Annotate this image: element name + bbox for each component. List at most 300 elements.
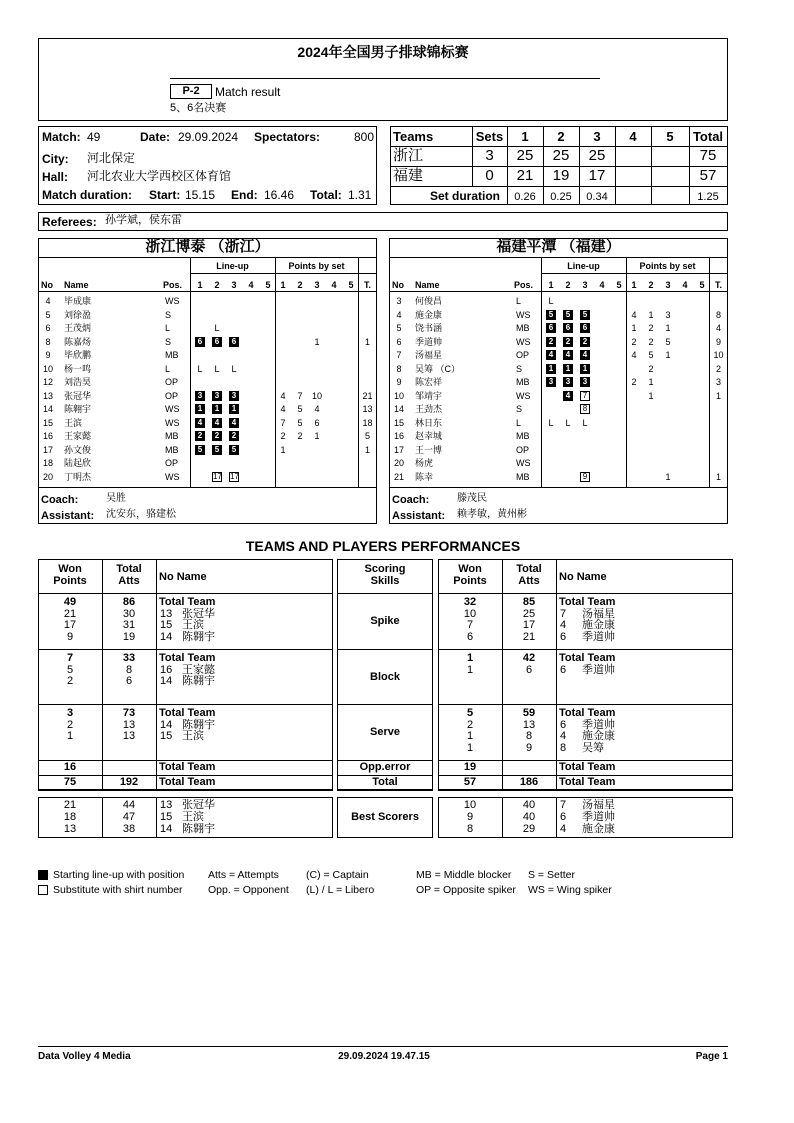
rule [438,649,733,650]
player-name: 刘徐盈 [64,309,92,320]
points-in-set: 6 [314,417,320,428]
player-total: 5 [364,431,370,441]
total-team-label: Total Team [159,776,216,788]
lineup-start-position: 6 [546,323,556,333]
lineup-start-position: 6 [563,323,573,333]
no-header: No [41,280,53,290]
player-name: 季道帅 [415,336,443,347]
points-in-set: 1 [314,336,320,347]
set2-header: 2 [557,129,565,144]
points-in-set: 7 [297,390,303,401]
player-name: 汤福星 [582,607,615,620]
player-number: 5 [45,309,51,320]
points-in-set: 2 [297,431,303,441]
player-name: 陈嘉炀 [64,336,92,347]
player-number: 4 [45,296,51,306]
attempts-value: 44 [122,799,136,811]
points-in-set: 2 [648,363,654,374]
lineup-libero: L [548,417,554,428]
player-name: 吴筹 （C） [415,363,461,374]
points-in-set: 1 [280,444,286,455]
assistant-label: Assistant: [392,510,446,522]
rule [38,257,377,258]
rule [337,790,433,791]
legend-item: S = Setter [528,869,575,881]
attempts-value: 13 [522,718,536,731]
player-position: MB [165,431,179,441]
player-position: L [516,296,522,306]
lineup-substitute: 7 [580,391,590,401]
lineup-start-position: 5 [195,445,205,455]
rule [626,257,627,487]
player-total: 1 [364,444,370,455]
attempts-value: 33 [122,652,136,664]
points-in-set: 4 [280,404,286,414]
player-name: 施金康 [582,619,615,631]
legend-item: OP = Opposite spiker [416,884,516,896]
lineup-libero: L [197,363,203,374]
lineup-libero: L [214,323,220,333]
won-header: Points [453,575,487,587]
set-duration-total: 1.25 [697,191,719,203]
total-team-label: Total Team [559,761,616,773]
player-name: 汤福星 [582,799,615,811]
doc-type: Match result [215,85,281,99]
lineup-substitute: 8 [580,404,590,414]
player-name: 施金康 [582,823,615,835]
total-team-label: Total Team [559,596,616,608]
player-number: 7 [396,350,402,360]
legend-item: (C) = Captain [306,869,369,881]
lineup-start-position: 4 [563,391,573,401]
player-position: WS [165,404,180,414]
won-points-value: 75 [63,776,77,788]
atts-header: Atts [518,575,540,587]
points-in-set: 10 [311,390,322,401]
rule [541,273,728,274]
player-number: 15 [393,417,404,428]
city-label: City: [42,152,69,166]
pos-header: Pos. [514,280,534,290]
lineup-start-position: 4 [195,418,205,428]
rule [615,186,616,205]
player-name: 施金康 [415,309,443,320]
player-name: 汤福星 [415,350,443,360]
lineup-start-position: 1 [229,404,239,414]
attempts-value: 73 [122,707,136,719]
player-total: 13 [362,404,373,414]
points-set-header: 3 [665,280,671,290]
player-number: 8 [45,336,51,347]
skill-label: Block [370,670,400,683]
skill-label: Total [372,776,398,788]
score-team-name: 浙江 [393,147,424,164]
attempts-value: 13 [122,718,136,731]
lineup-set-header: 1 [197,280,203,290]
lineup-start-position: 4 [546,350,556,360]
noname-header: No Name [159,571,207,583]
shirt-number: 14 [160,823,173,835]
lineup-start-position: 3 [580,377,590,387]
skills-header: Skills [370,575,400,587]
date-label: Date: [140,130,171,144]
player-number: 20 [393,458,404,468]
player-total: 8 [715,309,721,320]
player-name: 王滨 [182,619,204,631]
lineup-start-position: 5 [212,445,222,455]
player-position: S [516,404,523,414]
assistant-label: Assistant: [41,510,95,522]
legend-substitute-square [38,885,48,895]
total-team-label: Total Team [159,707,216,719]
skills-header: Scoring [364,563,406,575]
shirt-number: 8 [560,741,567,754]
lineup-start-position: 2 [212,431,222,441]
atts-header: Atts [118,575,140,587]
player-name: 王茂炳 [64,323,92,333]
lineup-set-header: 4 [599,280,605,290]
score-cell: 17 [588,167,606,184]
coach-label: Coach: [41,494,79,506]
player-total: 18 [362,417,373,428]
player-total: 2 [715,363,721,374]
end-label: End: [231,188,258,202]
player-name: 王滨 [182,811,204,823]
footer-timestamp: 29.09.2024 19.47.15 [338,1051,430,1062]
lineup-start-position: 1 [212,404,222,414]
lineup-start-position: 1 [580,364,590,374]
lineup-set-header: 3 [582,280,588,290]
score-cell: 25 [516,147,534,164]
set1-header: 1 [521,129,529,144]
player-name: 陈翱宇 [182,718,215,731]
points-set-header: 1 [280,280,286,290]
won-points-value: 16 [63,761,77,773]
lineup-start-position: 3 [212,391,222,401]
rule [556,797,557,838]
shirt-number: 6 [560,630,567,643]
player-number: 17 [42,444,53,455]
assistant-names: 沈安东，骆建松 [106,509,176,520]
score-cell: 25 [588,147,606,164]
shirt-number: 7 [560,799,567,811]
rule [438,704,733,705]
shirt-number: 6 [560,663,567,676]
shirt-number: 16 [160,663,173,676]
won-points-value: 19 [463,761,477,773]
won-points-value: 5 [66,663,74,676]
duration-label: Match duration: [42,188,132,202]
attempts-value: 8 [125,663,133,676]
rule [541,257,542,487]
player-name: 孙文俊 [64,444,92,455]
player-position: MB [516,323,530,333]
match-phase: 5、6名决赛 [170,102,227,114]
footer-rule [38,1046,728,1047]
no-header: No [392,280,404,290]
header-rule [170,78,600,79]
player-position: WS [165,417,180,428]
player-name: 杨虎 [415,458,434,468]
player-position: OP [165,458,179,468]
player-position: OP [516,350,530,360]
player-number: 16 [393,431,404,441]
doc-code: P-2 [170,84,212,99]
lineup-start-position: 5 [546,310,556,320]
score-cell: 25 [552,147,570,164]
won-points-value: 7 [66,652,74,664]
lineup-start-position: 4 [229,418,239,428]
won-points-value: 8 [466,823,474,835]
legend-item: (L) / L = Libero [306,884,375,896]
legend-item: Substitute with shirt number [53,884,183,896]
attempts-value: 40 [522,799,536,811]
shirt-number: 14 [160,630,173,643]
rule [38,649,333,650]
won-points-value: 21 [63,607,77,620]
rule [337,649,433,650]
t-header: T. [363,280,371,290]
attempts-value: 6 [125,675,133,687]
end-time: 16.46 [264,188,295,202]
player-position: S [516,363,523,374]
total-team-label: Total Team [559,776,616,788]
lineup-start-position: 6 [212,337,222,347]
won-points-value: 13 [63,823,77,835]
coach-name: 滕茂民 [457,493,487,504]
player-number: 4 [396,309,402,320]
attempts-value: 86 [122,596,136,608]
player-name: 丁明杰 [64,471,92,482]
points-in-set: 4 [314,404,320,414]
total-team-label: Total Team [159,652,216,664]
hall-value: 河北农业大学西校区体育馆 [87,169,232,183]
skill-label: Spike [370,615,400,627]
player-position: L [165,323,171,333]
set-duration: 0.25 [550,191,572,203]
shirt-number: 6 [560,718,567,731]
points-in-set: 2 [280,431,286,441]
lineup-start-position: 2 [229,431,239,441]
shirt-number: 4 [560,823,567,835]
player-name: 陆起欣 [64,458,92,468]
lineup-start-position: 3 [546,377,556,387]
lineup-libero: L [548,296,554,306]
points-in-set: 1 [665,350,671,360]
pos-header: Pos. [163,280,183,290]
attempts-value: 29 [522,823,536,835]
won-points-value: 21 [63,799,77,811]
points-in-set: 2 [648,323,654,333]
lineup-start-position: 6 [229,337,239,347]
player-name: 邹靖宇 [415,390,443,401]
won-points-value: 1 [466,730,474,742]
won-points-value: 2 [66,675,74,687]
attempts-value: 25 [522,607,536,620]
player-name: 杨一鸣 [64,363,92,374]
player-name: 何俊昌 [415,296,443,306]
set-duration: 0.26 [514,191,536,203]
lineup-start-position: 3 [563,377,573,387]
lineup-set-header: 4 [248,280,254,290]
points-in-set: 5 [665,336,671,347]
lineup-start-position: 4 [580,350,590,360]
points-in-set: 1 [665,471,671,482]
player-number: 8 [396,363,402,374]
score-team-name: 福建 [393,167,424,184]
set-duration-label: Set duration [430,189,501,203]
player-number: 17 [393,444,404,455]
start-time: 15.15 [185,188,216,202]
shirt-number: 7 [560,607,567,620]
rule [38,704,333,705]
rule [389,257,728,258]
won-points-value: 2 [466,718,474,731]
lineup-start-position: 5 [580,310,590,320]
shirt-number: 6 [560,811,567,823]
attempts-value: 13 [122,730,136,742]
attempts-value: 30 [122,607,136,620]
shirt-number: 15 [160,730,173,742]
points-header: Points by set [288,261,345,271]
rule [389,487,728,488]
rule [651,186,652,205]
points-set-header: 2 [648,280,654,290]
won-points-value: 9 [466,811,474,823]
points-in-set: 1 [665,323,671,333]
rule [156,797,157,838]
lineup-libero: L [565,417,571,428]
legend-item: WS = Wing spiker [528,884,612,896]
player-number: 10 [42,363,53,374]
atts-header: Total [116,563,142,575]
score-cell: 57 [699,167,717,184]
lineup-start-position: 4 [563,350,573,360]
rule [337,593,433,594]
player-number: 9 [396,377,402,387]
player-number: 10 [393,390,404,401]
won-points-value: 1 [66,730,74,742]
attempts-value: 9 [525,741,533,754]
total-header: Total [692,129,724,144]
points-in-set: 3 [665,309,671,320]
player-number: 15 [42,417,53,428]
lineup-start-position: 1 [546,364,556,374]
player-name: 陈翱宇 [182,823,215,835]
points-set-header: 1 [631,280,637,290]
lineup-start-position: 5 [229,445,239,455]
player-position: WS [516,458,531,468]
best-scorers-label: Best Scorers [351,811,419,823]
player-name: 王劲杰 [415,404,443,414]
won-points-value: 49 [63,596,77,608]
player-number: 3 [396,296,402,306]
lineup-set-header: 3 [231,280,237,290]
referees-label: Referees: [42,215,97,229]
won-points-value: 57 [463,776,477,788]
player-position: OP [516,444,530,455]
won-points-value: 7 [466,619,474,631]
points-in-set: 1 [648,377,654,387]
attempts-value: 19 [122,630,136,643]
spectators-label: Spectators: [254,130,321,144]
lineup-start-position: 6 [580,323,590,333]
points-in-set: 2 [631,377,637,387]
player-number: 12 [42,377,53,387]
player-position: MB [516,377,530,387]
shirt-number: 15 [160,811,173,823]
total-label: Total: [310,188,342,202]
player-total: 3 [715,377,721,387]
player-position: S [165,309,172,320]
legend-item: Opp. = Opponent [208,884,289,896]
sets-header: Sets [475,129,504,144]
set5-header: 5 [666,129,674,144]
lineup-start-position: 1 [195,404,205,414]
won-points-value: 17 [63,619,77,631]
lineup-header: Line-up [216,261,249,271]
rule [38,487,377,488]
player-position: L [516,417,522,428]
player-position: MB [516,431,530,441]
lineup-libero: L [214,363,220,374]
lineup-start-position: 2 [563,337,573,347]
player-position: WS [516,390,531,401]
referees-names: 孙学斌，侯东雷 [105,214,182,226]
points-set-header: 5 [699,280,705,290]
player-name: 王家懿 [64,431,92,441]
lineup-start-position: 1 [563,364,573,374]
player-total: 1 [715,471,721,482]
won-header: Points [53,575,87,587]
lineup-start-position: 3 [195,391,205,401]
atts-header: Total [516,563,542,575]
player-name: 王滨 [64,417,83,428]
total-team-label: Total Team [159,761,216,773]
points-in-set: 1 [314,431,320,441]
won-points-value: 32 [463,596,477,608]
set4-header: 4 [629,129,637,144]
points-in-set: 4 [631,350,637,360]
assistant-names: 赖孝敏，黄州彬 [457,509,527,520]
shirt-number: 4 [560,619,567,631]
attempts-value: 40 [522,811,536,823]
lineup-start-position: 3 [229,391,239,401]
performances-title: TEAMS AND PLAYERS PERFORMANCES [245,538,521,554]
player-position: WS [516,336,531,347]
name-header: Name [415,280,440,290]
lineup-set-header: 2 [565,280,571,290]
player-name: 季道帅 [582,811,615,823]
city-value: 河北保定 [87,151,136,165]
player-number: 18 [42,458,53,468]
player-name: 陈翱宇 [182,675,215,687]
coach-label: Coach: [392,494,430,506]
total-team-label: Total Team [159,596,216,608]
player-position: S [165,336,172,347]
player-total: 1 [715,390,721,401]
rule [337,704,433,705]
name-header: Name [64,280,89,290]
footer-software: Data Volley 4 Media [38,1051,131,1062]
rule [190,257,191,487]
player-name: 饶书涵 [415,323,443,333]
points-in-set: 2 [648,336,654,347]
player-name: 张冠华 [64,390,92,401]
player-position: L [165,363,171,374]
lineup-start-position: 2 [580,337,590,347]
won-points-value: 9 [66,630,74,643]
